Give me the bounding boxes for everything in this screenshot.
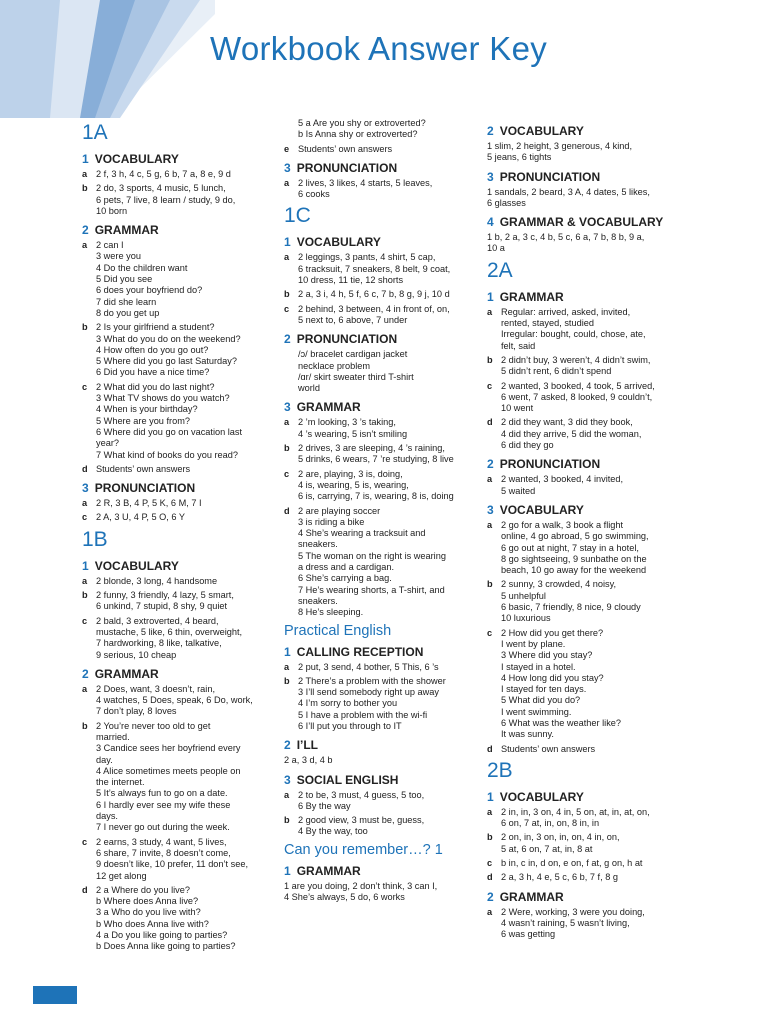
answer-letter: a [284, 661, 290, 672]
section-heading [284, 773, 476, 787]
answer-letter: d [284, 505, 290, 516]
section-heading [284, 235, 476, 249]
answer-text: 2 put, 3 send, 4 bother, 5 This, 6 ’s [298, 661, 439, 672]
answer-text: 2 are, playing, 3 is, doing, 4 is, wearing, 5 is, wearing, 6 is, carrying, 7 is, wearing, 8 is, doing [298, 468, 454, 502]
answer-letter: c [487, 627, 493, 638]
answer-text: 2 R, 3 B, 4 P, 5 K, 6 M, 7 I [96, 498, 202, 509]
answer-item [487, 807, 687, 830]
answer-item [284, 252, 476, 286]
section-number: 2 [487, 889, 494, 904]
answer-letter: c [82, 381, 88, 392]
answer-item [487, 628, 687, 741]
answer-text: 2 go for a walk, 3 book a flight online, 4 go abroad, 5 go swimming, 6 go out at night, 7 stay in a hotel, 8 go sightseeing, 9 sunbathe on the beach, 10 go away for the weekend [501, 519, 649, 576]
answer-letter: a [284, 417, 290, 428]
answer-item [284, 815, 476, 838]
answer-text: 2 Is your girlfriend a student? 3 What do you do on the weekend? 4 How often do you go out? 5 Where did you go last Saturday? 6 Did you have a nice time? [96, 322, 241, 378]
answer-letter: a [487, 906, 493, 917]
column-1 [82, 118, 272, 956]
answer-letter: a [82, 169, 88, 179]
section-heading [487, 124, 687, 138]
answer-item [487, 417, 687, 451]
section-title: GRAMMAR [94, 223, 159, 238]
answer-text: 2 There’s a problem with the shower 3 I’ll send somebody right up away 4 I’m sorry to bother you 5 I have a problem with the wi-fi 6 I’ll put you through to IT [298, 675, 446, 731]
answer-item [487, 858, 687, 869]
section-heading [284, 645, 476, 659]
section-number: 2 [487, 124, 494, 138]
answer-letter: a [487, 306, 493, 317]
answer-item [284, 417, 476, 440]
answer-letter: c [487, 380, 493, 391]
answer-text: 2 A, 3 U, 4 P, 5 O, 6 Y [96, 512, 186, 523]
answer-text: 2 funny, 3 friendly, 4 lazy, 5 smart, 6 unkind, 7 stupid, 8 shy, 9 quiet [96, 590, 234, 612]
answer-item [284, 144, 476, 155]
answer-item [487, 474, 687, 497]
answer-letter: a [284, 789, 290, 800]
section-heading [284, 332, 476, 346]
section-title: VOCABULARY [296, 235, 381, 250]
answer-text: 2 in, in, 3 on, 4 in, 5 on, at, in, at, on, 6 on, 7 at, in, on, 8 in, in [501, 806, 650, 829]
answer-text: 1 slim, 2 height, 3 generous, 4 kind, 5 jeans, 6 tights [487, 141, 633, 163]
answer-text: Regular: arrived, asked, invited, rented, stayed, studied Irregular: bought, could, chose, ate, felt, said [501, 306, 646, 351]
answer-item [82, 885, 272, 953]
answer-text: 2 drives, 3 are sleeping, 4 ’s raining, 5 drinks, 6 wears, 7 ’re studying, 8 live [298, 443, 454, 465]
answer-item [284, 304, 476, 327]
section-title: VOCABULARY [94, 152, 179, 166]
section-title: PRONUNCIATION [499, 457, 601, 472]
answer-text: 2 How did you get there? I went by plane. 3 Where did you stay? I stayed in a hotel. 4 How long did you stay? I stayed for ten days. 5 What did you do? I went swimming. 6 What was the weather like? It was sunny. [501, 627, 622, 740]
answer-letter: a [284, 252, 290, 263]
answer-text: 2 Does, want, 3 doesn’t, rain, 4 watches, 5 Does, speak, 6 Do, work, 7 don’t play, 8 loves [96, 683, 253, 717]
answer-text: Students’ own answers [298, 143, 393, 154]
answer-letter: d [487, 417, 493, 428]
answer-item [487, 579, 687, 624]
answer-item [487, 744, 687, 755]
section-heading [487, 890, 687, 904]
answer-text: 2 didn’t buy, 3 weren’t, 4 didn’t swim, 5 didn’t rent, 6 didn’t spend [501, 354, 651, 377]
section-number: 3 [284, 400, 291, 415]
answer-text: 2 bald, 3 extroverted, 4 beard, mustache, 5 like, 6 thin, overweight, 7 hardworking, 8 like, talkative, 9 serious, 10 cheap [96, 615, 243, 660]
section-number: 1 [284, 644, 291, 659]
section-number: 1 [487, 789, 494, 804]
answer-letter: b [487, 579, 493, 590]
answer-item [284, 506, 476, 619]
section-number: 3 [487, 502, 494, 517]
answer-item [82, 576, 272, 587]
answer-item [284, 662, 476, 673]
answer-item [82, 498, 272, 509]
answer-item [82, 464, 272, 475]
answer-item [487, 907, 687, 941]
unit-heading: 2A [487, 258, 513, 282]
answer-letter: a [82, 498, 88, 509]
answer-item [284, 790, 476, 813]
answer-text: Students’ own answers [96, 463, 191, 474]
answer-item [82, 382, 272, 461]
answer-item [284, 469, 476, 503]
answer-letter: a [487, 474, 493, 485]
column-2 [284, 118, 476, 906]
answer-item [82, 512, 272, 523]
answer-letter: c [82, 615, 88, 626]
section-number: 3 [487, 169, 494, 184]
answer-letter: b [82, 720, 88, 731]
section-title: GRAMMAR [296, 400, 361, 415]
answer-item [82, 169, 272, 180]
answer-text: b in, c in, d on, e on, f at, g on, h at [501, 858, 643, 869]
section-title: PRONUNCIATION [94, 481, 196, 496]
section-number: 1 [284, 863, 291, 878]
section-heading [284, 161, 476, 175]
section-title: PRONUNCIATION [296, 160, 398, 175]
answer-letter: b [82, 322, 88, 333]
answer-item [82, 183, 272, 217]
section-heading [82, 152, 272, 166]
section-number: 3 [82, 481, 89, 496]
section-title: GRAMMAR [94, 666, 159, 681]
section-number: 2 [82, 666, 89, 681]
answer-item [82, 721, 272, 834]
answer-text: 2 did they want, 3 did they book, 4 did they arrive, 5 did the woman, 6 did they go [501, 417, 642, 451]
section-title: VOCABULARY [499, 502, 584, 517]
section-title: GRAMMAR & VOCABULARY [499, 215, 664, 230]
answer-item [82, 837, 272, 882]
answer-text: 2 do, 3 sports, 4 music, 5 lunch, 6 pets, 7 live, 8 learn / study, 9 do, 10 born [96, 183, 236, 216]
answer-text: 2 a Where do you live? b Where does Anna live? 3 a Who do you live with? b Who does Anna live with? 4 a Do you like going to parties? b Does Anna like going to parties? [96, 884, 236, 952]
answer-item [284, 289, 476, 300]
answer-item [82, 590, 272, 613]
answer-letter: c [284, 468, 290, 479]
answer-text: Students’ own answers [501, 743, 596, 754]
section-heading [82, 559, 272, 573]
answer-text: 2 ’m looking, 3 ’s taking, 4 ’s wearing, 5 isn’t smiling [298, 417, 408, 439]
answer-letter: b [82, 183, 88, 194]
section-title: VOCABULARY [499, 124, 584, 138]
answer-item [487, 307, 687, 352]
answer-letter: c [487, 858, 493, 869]
answer-letter: e [284, 143, 290, 154]
answer-text: 2 earns, 3 study, 4 want, 5 lives, 6 share, 7 invite, 8 doesn’t come, 9 doesn’t like, 10 prefer, 11 don’t see, 12 get along [96, 836, 249, 881]
answer-letter: c [82, 512, 88, 523]
section-title: PRONUNCIATION [296, 332, 398, 347]
answer-item [487, 381, 687, 415]
answer-text: 2 to be, 3 must, 4 guess, 5 too, 6 By the way [298, 789, 425, 811]
answer-text: 2 You’re never too old to get married. 3 Candice sees her boyfriend every day. 4 Alice sometimes meets people on the internet. 5 It’s always fun to go on a date. 6 I hardly ever see my wife these days. 7 I never go out during the week. [96, 720, 241, 833]
section-heading [284, 400, 476, 414]
answer-text: 2 a, 3 d, 4 b [284, 755, 333, 766]
answer-item [82, 240, 272, 319]
corner-decoration [0, 0, 215, 118]
section-number: 1 [82, 558, 89, 573]
answer-letter: a [82, 683, 88, 694]
answer-text: 5 a Are you shy or extroverted? b Is Anna shy or extroverted? [298, 118, 426, 140]
answer-letter: d [487, 743, 493, 754]
section-number: 4 [487, 215, 494, 230]
unit-heading: 1A [82, 121, 108, 144]
answer-letter: c [284, 303, 290, 314]
section-number: 2 [284, 738, 291, 753]
section-title: GRAMMAR [499, 889, 564, 904]
section-heading [284, 864, 476, 878]
answer-item [487, 355, 687, 378]
section-title: I’LL [296, 738, 319, 753]
answer-item [487, 832, 687, 855]
unit-heading: 1B [82, 527, 108, 551]
section-title: SOCIAL ENGLISH [296, 772, 399, 787]
section-heading [284, 738, 476, 752]
unit-heading: 1C [284, 204, 311, 228]
answer-text: 2 blonde, 3 long, 4 handsome [96, 575, 218, 586]
answer-text: 2 f, 3 h, 4 c, 5 g, 6 b, 7 a, 8 e, 9 d [96, 169, 231, 179]
answer-text: 1 sandals, 2 beard, 3 A, 4 dates, 5 likes, 6 glasses [487, 186, 650, 208]
section-heading [82, 481, 272, 495]
unit-heading: 2B [487, 758, 513, 782]
section-number: 1 [82, 152, 89, 166]
answer-item [82, 322, 272, 378]
section-title: CALLING RECEPTION [296, 644, 424, 659]
page-title: Workbook Answer Key [210, 30, 548, 67]
answer-letter: b [284, 675, 290, 686]
answer-text: 2 leggings, 3 pants, 4 shirt, 5 cap, 6 tracksuit, 7 sneakers, 8 belt, 9 coat, 10 dress, 11 tie, 12 shorts [298, 252, 451, 286]
section-number: 2 [487, 457, 494, 472]
answer-letter: c [82, 836, 88, 847]
section-number: 3 [284, 772, 291, 787]
section-number: 1 [487, 289, 494, 304]
subsection-heading: Can you remember…? 1 [284, 841, 443, 858]
answer-text: 2 sunny, 3 crowded, 4 noisy, 5 unhelpful 6 basic, 7 friendly, 8 nice, 9 cloudy 10 luxurious [501, 579, 641, 624]
section-heading [82, 667, 272, 681]
section-title: GRAMMAR [296, 863, 361, 878]
answer-item [284, 178, 476, 201]
answer-letter: a [487, 519, 493, 530]
section-heading [487, 170, 687, 184]
answer-letter: d [82, 463, 88, 474]
answer-item [487, 872, 687, 883]
section-heading [487, 215, 687, 229]
section-title: VOCABULARY [94, 558, 179, 573]
section-title: VOCABULARY [499, 789, 584, 804]
answer-text: 2 are playing soccer 3 is riding a bike 4 She’s wearing a tracksuit and sneakers. 5 The woman on the right is wearing a dress and a cardigan. 6 She’s carrying a bag. 7 He’s wearing shorts, a T-shirt, and sneakers. 8 He’s sleeping. [298, 505, 446, 618]
section-number: 1 [284, 235, 291, 250]
answer-letter: a [284, 177, 290, 188]
answer-letter: a [487, 806, 493, 817]
answer-text: 2 lives, 3 likes, 4 starts, 5 leaves, 6 cooks [298, 177, 433, 200]
column-3 [487, 118, 687, 944]
answer-text: /ɔ/ bracelet cardigan jacket necklace problem /ɑr/ skirt sweater third T-shirt world [298, 349, 414, 394]
answer-letter: b [487, 832, 493, 843]
answer-text: 2 wanted, 3 booked, 4 took, 5 arrived, 6 went, 7 asked, 8 looked, 9 couldn’t, 10 went [501, 380, 655, 414]
answer-item [82, 616, 272, 661]
section-title: PRONUNCIATION [499, 169, 601, 184]
section-heading [487, 290, 687, 304]
page-number-box [33, 986, 77, 1004]
section-heading [487, 503, 687, 517]
section-number: 2 [82, 223, 89, 238]
answer-text: 2 What did you do last night? 3 What TV shows do you watch? 4 When is your birthday? 5 Where are you from? 6 Where did you go on vacation last year? 7 What kind of books do you read? [96, 381, 243, 460]
answer-letter: b [284, 815, 290, 826]
section-number: 2 [284, 332, 291, 347]
section-heading [82, 223, 272, 237]
answer-text: 1 are you doing, 2 don’t think, 3 can I, 4 She’s always, 5 do, 6 works [284, 880, 438, 903]
section-heading [487, 790, 687, 804]
subsection-heading: Practical English [284, 622, 392, 639]
answer-item [284, 676, 476, 732]
answer-item [487, 520, 687, 576]
answer-letter: b [82, 590, 88, 601]
answer-letter: a [82, 575, 88, 586]
section-number: 3 [284, 160, 291, 175]
answer-text: 1 b, 2 a, 3 c, 4 b, 5 c, 6 a, 7 b, 8 b, 9 a, 10 a [487, 232, 645, 254]
answer-letter: d [487, 872, 493, 883]
answer-letter: b [487, 354, 493, 365]
answer-text: 2 good view, 3 must be, guess, 4 By the way, too [298, 815, 425, 837]
answer-item [284, 443, 476, 466]
answer-text: 2 wanted, 3 booked, 4 invited, 5 waited [501, 474, 624, 496]
answer-text: 2 on, in, 3 on, in, on, 4 in, on, 5 at, 6 on, 7 at, in, 8 at [501, 832, 620, 854]
answer-letter: a [82, 240, 88, 251]
answer-text: 2 a, 3 h, 4 e, 5 c, 6 b, 7 f, 8 g [501, 872, 618, 883]
answer-letter: b [284, 289, 290, 300]
answer-letter: d [82, 884, 88, 895]
section-heading [487, 457, 687, 471]
answer-letter: b [284, 443, 290, 454]
answer-text: 2 Were, working, 3 were you doing, 4 wasn’t raining, 5 wasn’t living, 6 was getting [501, 906, 645, 940]
answer-text: 2 can I 3 were you 4 Do the children want 5 Did you see 6 does your boyfriend do? 7 did she learn 8 do you get up [96, 240, 203, 318]
section-title: GRAMMAR [499, 289, 564, 304]
answer-text: 2 behind, 3 between, 4 in front of, on, 5 next to, 6 above, 7 under [298, 303, 450, 325]
answer-item [82, 684, 272, 718]
answer-text: 2 a, 3 i, 4 h, 5 f, 6 c, 7 b, 8 g, 9 j, 10 d [298, 289, 450, 300]
